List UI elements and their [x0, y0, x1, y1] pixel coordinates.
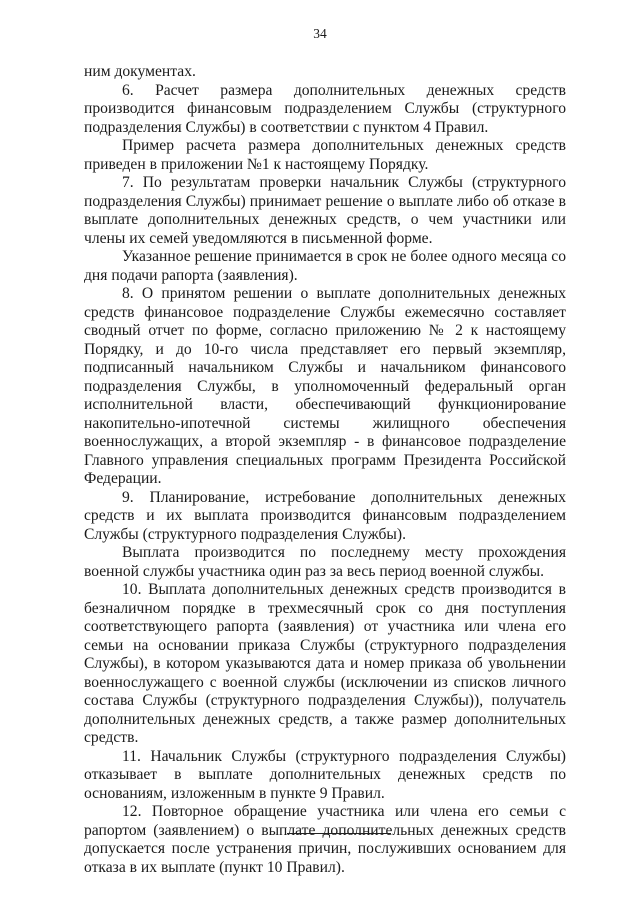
paragraph-12: 12. Повторное обращение участника или члена его семьи с рапортом (заявлением) о выплате дополнительных денежных средств допускается после устранения причин, послуживших основанием для отказа в их выплате (пункт 10 Правил).: [84, 803, 566, 876]
paragraph-9: 9. Планирование, истребование дополнительных денежных средств и их выплата производится финансовым подразделением Службы (структурного подразделения Службы).: [84, 488, 566, 543]
paragraph-decision-term: Указанное решение принимается в срок не более одного месяца со дня подачи рапорта (заявления).: [84, 248, 566, 284]
paragraph-6: 6. Расчет размера дополнительных денежных средств производится финансовым подразделением Службы (структурного подразделения Службы) в соответствии с пунктом 4 Правил.: [84, 81, 566, 136]
end-of-text-rule: [287, 833, 391, 834]
paragraph-continuation: ним документах.: [84, 63, 196, 80]
document-body: [84, 63, 566, 877]
paragraph-7: 7. По результатам проверки начальник Службы (структурного подразделения Службы) принимает решение о выплате либо об отказе в выплате дополнительных денежных средств, о чем участники или члены их семей уведомляются в письменной форме.: [84, 174, 566, 247]
page-number: 34: [313, 26, 327, 41]
paragraph-example: Пример расчета размера дополнительных денежных средств приведен в приложении №1 к настоящему Порядку.: [84, 137, 566, 173]
paragraph-10: 10. Выплата дополнительных денежных средств производится в безналичном порядке в трехмесячный срок со дня поступления соответствующего рапорта (заявления) от участника или члена его семьи на основании приказа Службы (структурного подразделения Службы), в котором указываются дата и номер приказа об увольнении военнослужащего с военной службы (исключении из списков личного состава Службы (структурного подразделения Службы)), получатель дополнительных денежных средств, а также размер дополнительных средств.: [84, 581, 566, 746]
paragraph-payment-place: Выплата производится по последнему месту прохождения военной службы участника один раз за весь период военной службы.: [84, 544, 566, 580]
paragraph-11: 11. Начальник Службы (структурного подразделения Службы) отказывает в выплате дополнительных денежных средств по основаниям, изложенным в пункте 9 Правил.: [84, 747, 566, 802]
paragraph-8: 8. О принятом решении о выплате дополнительных денежных средств финансовое подразделение Службы ежемесячно составляет сводный отчет по форме, согласно приложению № 2 к настоящему Порядку, и до 10-го числа представляет его первый экземпляр, подписанный начальником Службы и начальником финансового подразделения Службы, в уполномоченный федеральный орган исполнительной власти, обеспечивающий функционирование накопительно-ипотечной системы жилищного обеспечения военнослужащих, а второй экземпляр - в финансовое подразделение Главного управления специальных программ Президента Российской Федерации.: [84, 285, 566, 487]
